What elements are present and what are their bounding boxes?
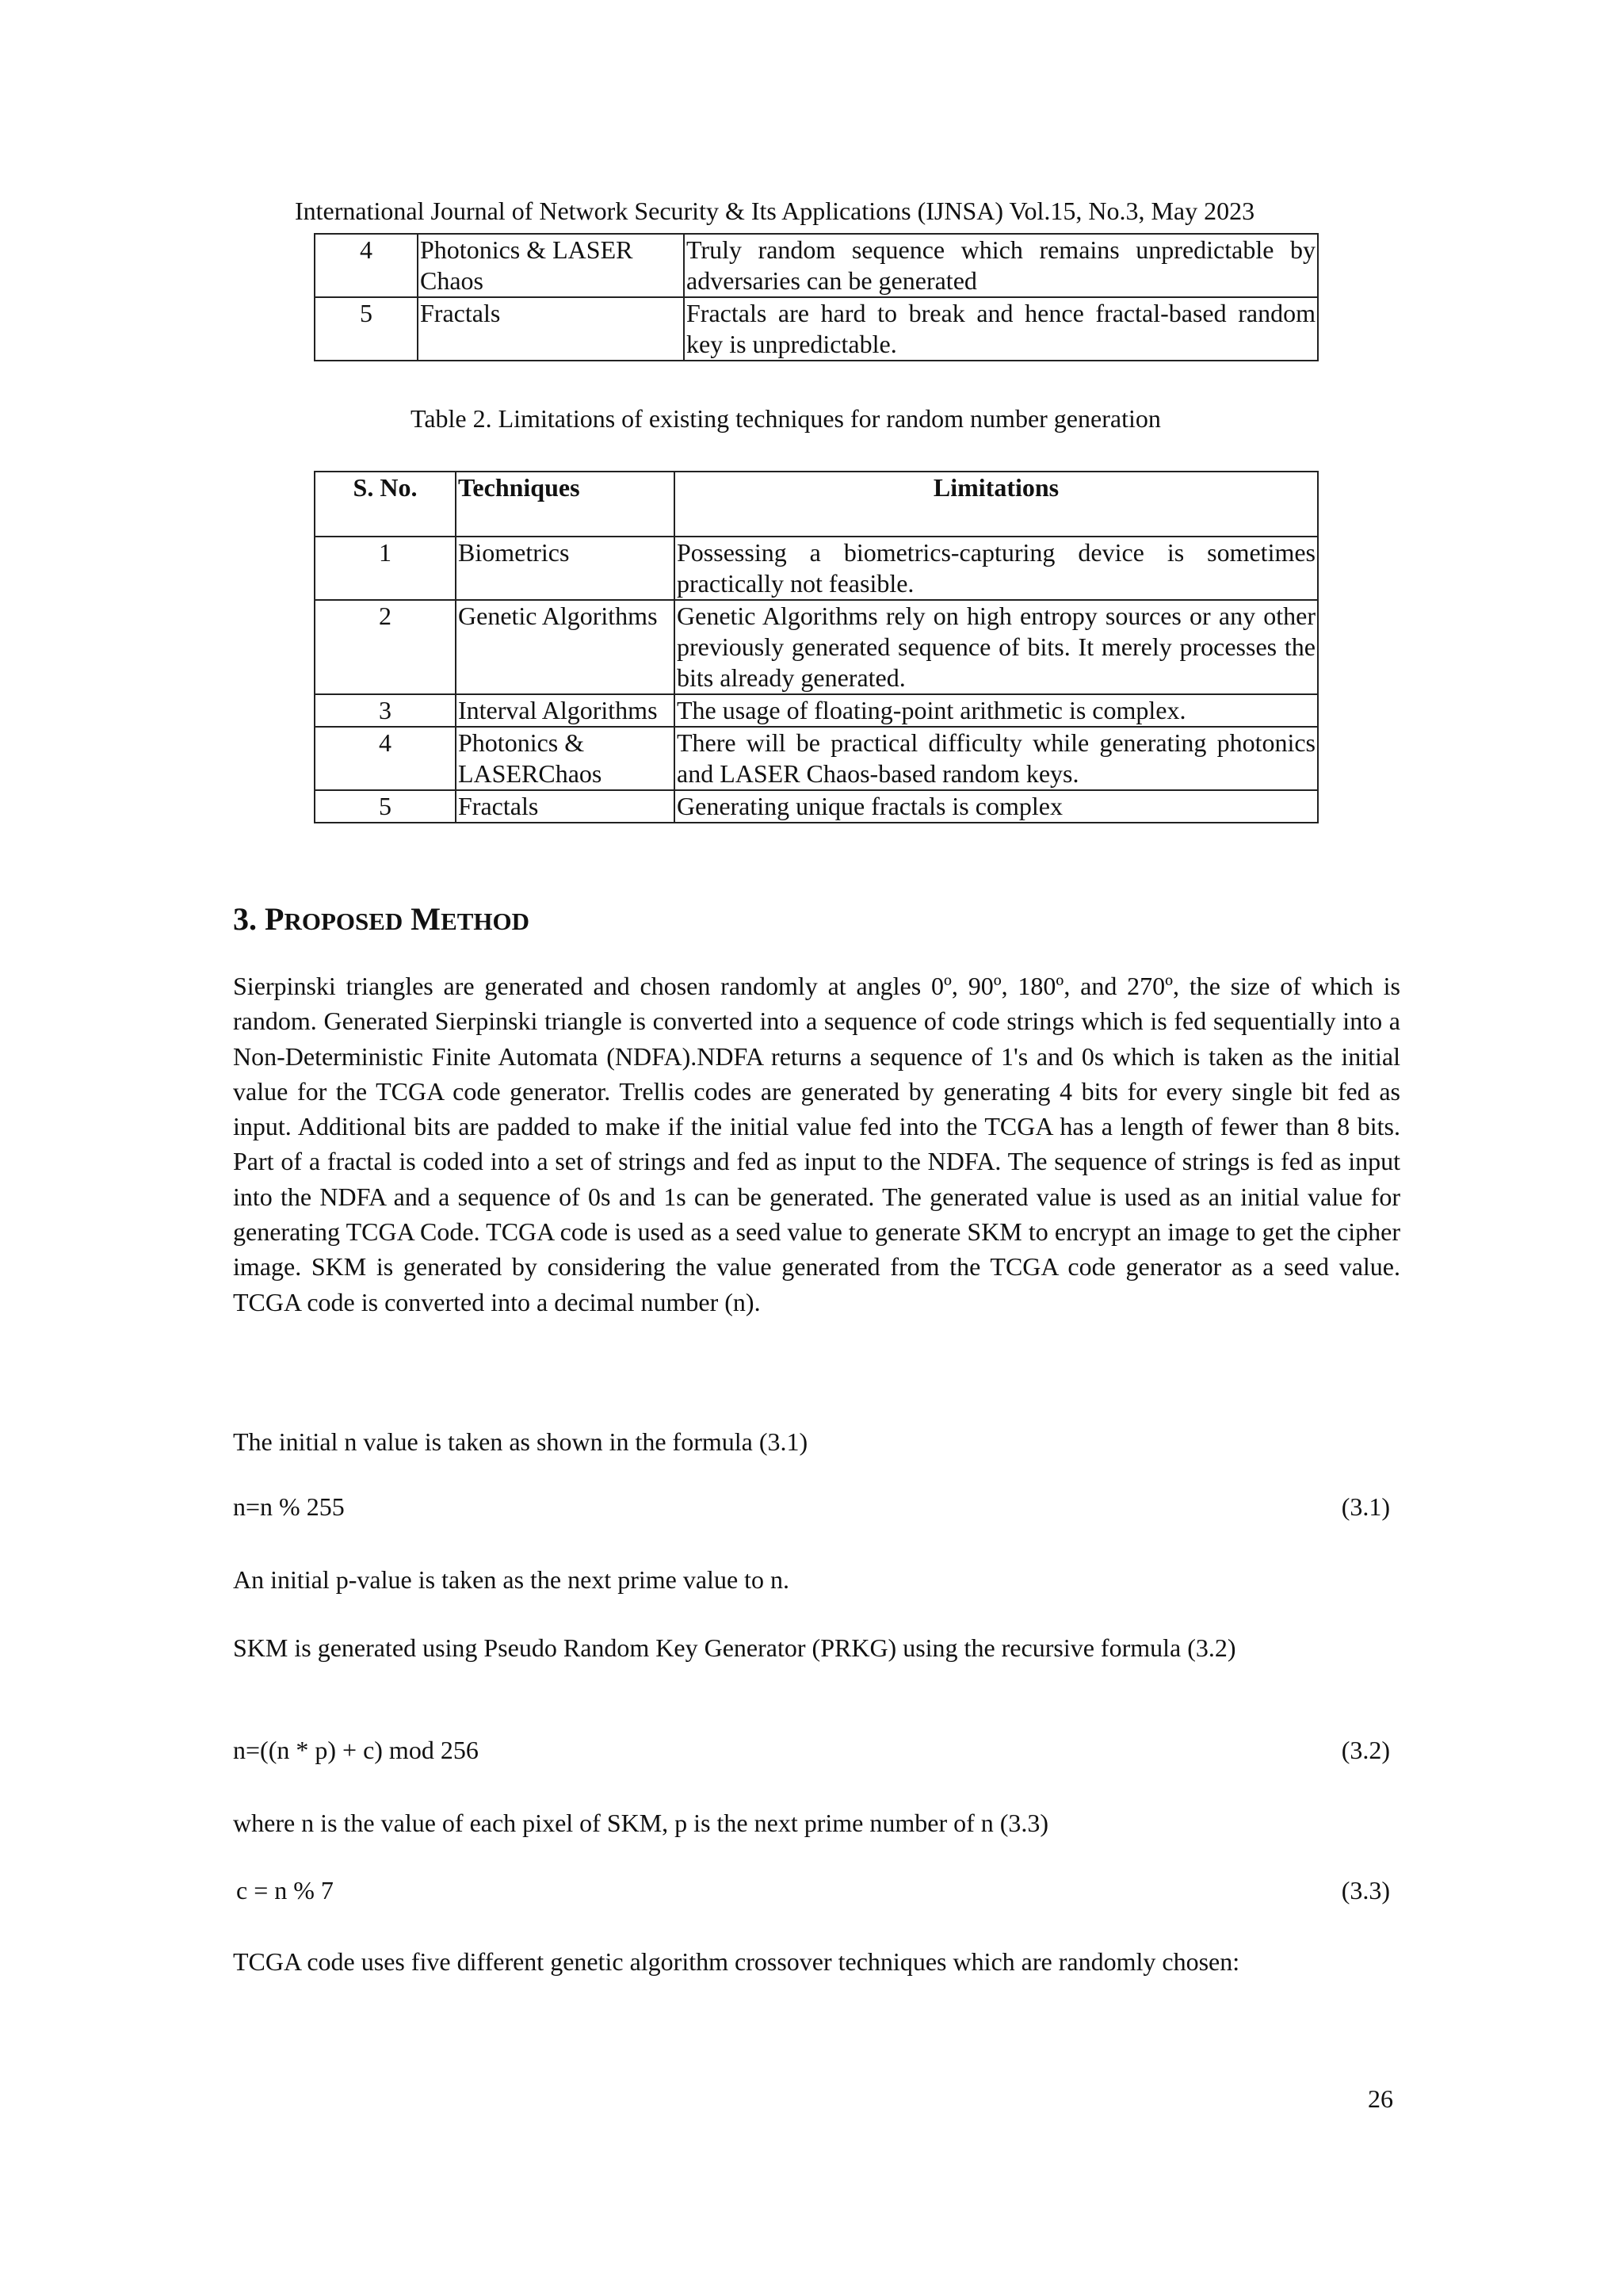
section-title-p: P	[265, 901, 285, 937]
body-paragraph-3: An initial p-value is taken as the next prime value to n.	[233, 1565, 790, 1594]
equation-3-2	[233, 1736, 1390, 1765]
description-cell: Fractals are hard to break and hence fractal-based random key is unpredictable.	[684, 297, 1318, 361]
section-heading	[233, 900, 529, 938]
equation-label: (3.2)	[1341, 1736, 1390, 1764]
table-row	[315, 234, 1318, 297]
header-sno: S. No.	[315, 472, 456, 537]
equation-expression: n=n % 255	[233, 1492, 345, 1521]
equation-label: (3.1)	[1341, 1492, 1390, 1521]
description-cell: Truly random sequence which remains unpredictable by adversaries can be generated	[684, 234, 1318, 297]
row-number: 4	[315, 234, 418, 297]
body-paragraph-1: Sierpinski triangles are generated and chosen randomly at angles 0º, 90º, 180º, and 270º, the size of which is random. Generated Sierpinski triangle is converted into a sequence of code strings which is fed sequentially into a Non-Deterministic Finite Automata (NDFA).NDFA returns a sequence of 1's and 0s which is taken as the initial value for the TCGA code generator. Trellis codes are generated by generating 4 bits for every single bit fed as input. Additional bits are padded to make if the initial value fed into the TCGA has a length of fewer than 8 bits. Part of a fractal is coded into a set of strings and fed as input to the NDFA. The sequence of strings is fed as input into the NDFA and a sequence of 0s and 1s can be generated. The generated value is used as an initial value for generating TCGA Code. TCGA code is used as a seed value to generate SKM to encrypt an image to get the cipher image. SKM is generated by considering the value generated from the TCGA code generator as a seed value. TCGA code is converted into a decimal number (n).	[233, 972, 1400, 1316]
table-2	[314, 471, 1319, 823]
technique-cell: Photonics & LASER Chaos	[418, 234, 684, 297]
table-header-row	[315, 472, 1318, 537]
section-number: 3.	[233, 901, 257, 937]
technique-cell: Photonics & LASERChaos	[456, 727, 674, 790]
limitation-cell: There will be practical difficulty while generating photonics and LASER Chaos-based random keys.	[674, 727, 1318, 790]
technique-cell: Genetic Algorithms	[456, 600, 674, 694]
body-paragraph-5: where n is the value of each pixel of SKM, p is the next prime number of n (3.3)	[233, 1809, 1049, 1837]
table-row	[315, 600, 1318, 694]
row-number: 1	[315, 537, 456, 600]
page-number: 26	[1368, 2084, 1393, 2113]
limitation-cell: Generating unique fractals is complex	[674, 790, 1318, 823]
technique-cell: Biometrics	[456, 537, 674, 600]
row-number: 3	[315, 694, 456, 727]
table-row	[315, 537, 1318, 600]
section-title-ethod: ETHOD	[441, 907, 530, 935]
technique-cell: Fractals	[456, 790, 674, 823]
equation-expression: c = n % 7	[236, 1876, 334, 1904]
row-number: 2	[315, 600, 456, 694]
row-number: 4	[315, 727, 456, 790]
equation-label: (3.3)	[1341, 1876, 1390, 1904]
row-number: 5	[315, 297, 418, 361]
table-1-continued	[314, 233, 1319, 361]
body-paragraph-4: SKM is generated using Pseudo Random Key Generator (PRKG) using the recursive formula (3.2)	[233, 1633, 1236, 1662]
table-row	[315, 727, 1318, 790]
table-row	[315, 790, 1318, 823]
equation-3-1	[233, 1492, 1390, 1522]
body-paragraph-6: TCGA code uses five different genetic algorithm crossover techniques which are randomly chosen:	[233, 1947, 1240, 1976]
technique-cell: Fractals	[418, 297, 684, 361]
limitation-cell: Possessing a biometrics-capturing device is sometimes practically not feasible.	[674, 537, 1318, 600]
table-row	[315, 694, 1318, 727]
table-row	[315, 297, 1318, 361]
header-techniques: Techniques	[456, 472, 674, 537]
technique-cell: Interval Algorithms	[456, 694, 674, 727]
equation-expression: n=((n * p) + c) mod 256	[233, 1736, 479, 1764]
section-title-roposed: ROPOSED	[284, 907, 403, 935]
row-number: 5	[315, 790, 456, 823]
limitation-cell: The usage of floating-point arithmetic is complex.	[674, 694, 1318, 727]
body-paragraph-2: The initial n value is taken as shown in the formula (3.1)	[233, 1427, 808, 1456]
equation-3-3	[236, 1876, 1390, 1905]
running-header: International Journal of Network Security & Its Applications (IJNSA) Vol.15, No.3, May 2023	[295, 197, 1255, 225]
header-limitations: Limitations	[674, 472, 1318, 537]
section-title-m: M	[411, 901, 441, 937]
limitation-cell: Genetic Algorithms rely on high entropy sources or any other previously generated sequence of bits. It merely processes the bits already generated.	[674, 600, 1318, 694]
table-2-caption: Table 2. Limitations of existing techniques for random number generation	[411, 404, 1161, 433]
